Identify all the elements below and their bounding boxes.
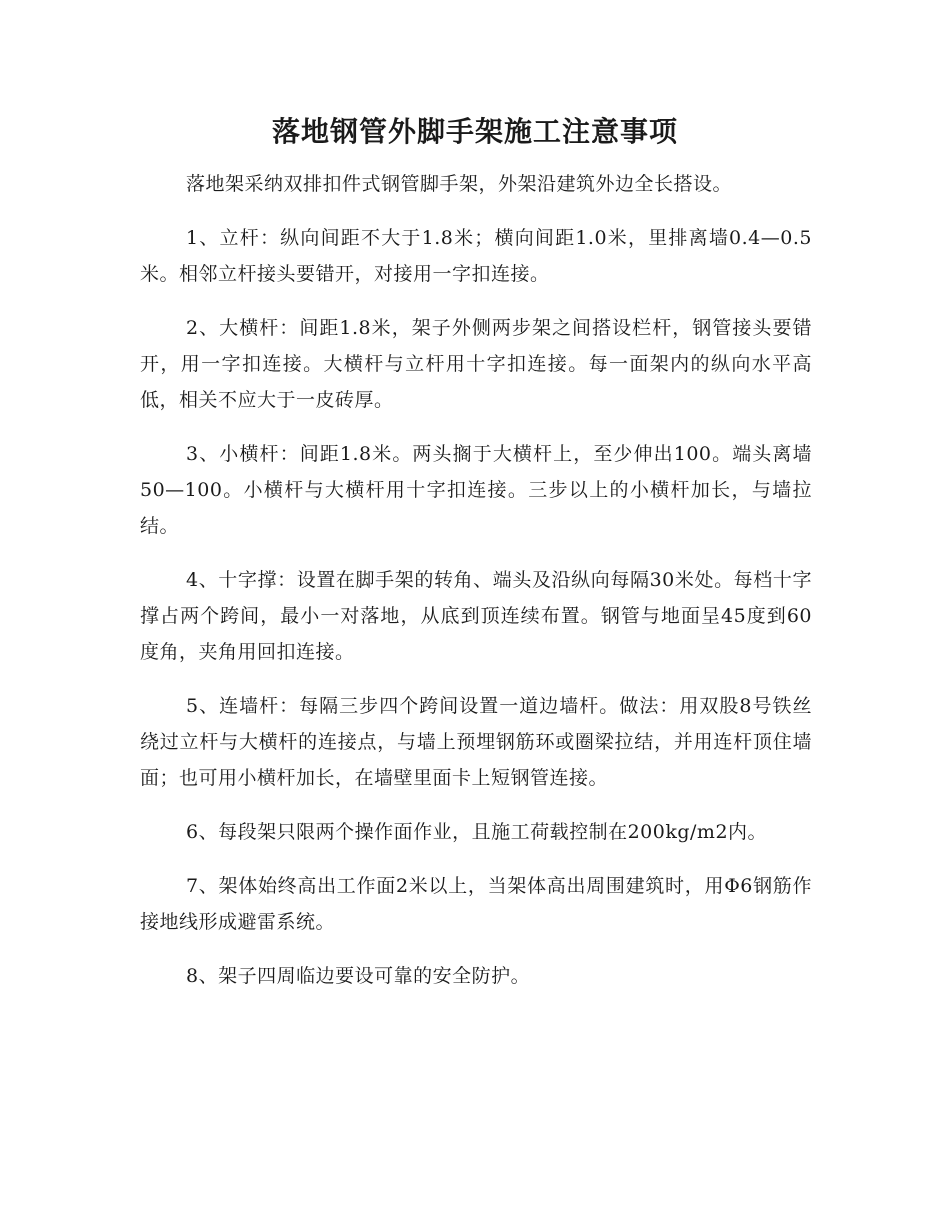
item-paragraph-1: 1、立杆：纵向间距不大于1.8米；横向间距1.0米，里排离墙0.4—0.5米。相邻立杆接头要错开，对接用一字扣连接。 bbox=[140, 227, 812, 285]
item-paragraph-7: 7、架体始终高出工作面2米以上，当架体高出周围建筑时，用Φ6钢筋作接地线形成避雷系统。 bbox=[140, 875, 812, 933]
document-body bbox=[140, 166, 812, 1012]
document-title: 落地钢管外脚手架施工注意事项 bbox=[271, 115, 678, 148]
item-paragraph-6: 6、每段架只限两个操作面作业，且施工荷载控制在200kg/m2内。 bbox=[186, 821, 768, 843]
item-paragraph-8: 8、架子四周临边要设可靠的安全防护。 bbox=[186, 965, 531, 987]
item-paragraph-3: 3、小横杆：间距1.8米。两头搁于大横杆上，至少伸出100。端头离墙50—100。小横杆与大横杆用十字扣连接。三步以上的小横杆加长，与墙拉结。 bbox=[140, 443, 812, 537]
item-paragraph-5: 5、连墙杆：每隔三步四个跨间设置一道边墙杆。做法：用双股8号铁丝绕过立杆与大横杆的连接点，与墙上预埋钢筋环或圈梁拉结，并用连杆顶住墙面；也可用小横杆加长，在墙壁里面卡上短钢管连接。 bbox=[140, 695, 812, 789]
intro-paragraph: 落地架采纳双排扣件式钢管脚手架，外架沿建筑外边全长搭设。 bbox=[186, 173, 733, 195]
item-paragraph-4: 4、十字撑：设置在脚手架的转角、端头及沿纵向每隔30米处。每档十字撑占两个跨间，最小一对落地，从底到顶连续布置。钢管与地面呈45度到60度角，夹角用回扣连接。 bbox=[140, 569, 812, 663]
item-paragraph-2: 2、大横杆：间距1.8米，架子外侧两步架之间搭设栏杆，钢管接头要错开，用一字扣连接。大横杆与立杆用十字扣连接。每一面架内的纵向水平高低，相关不应大于一皮砖厚。 bbox=[140, 317, 812, 411]
